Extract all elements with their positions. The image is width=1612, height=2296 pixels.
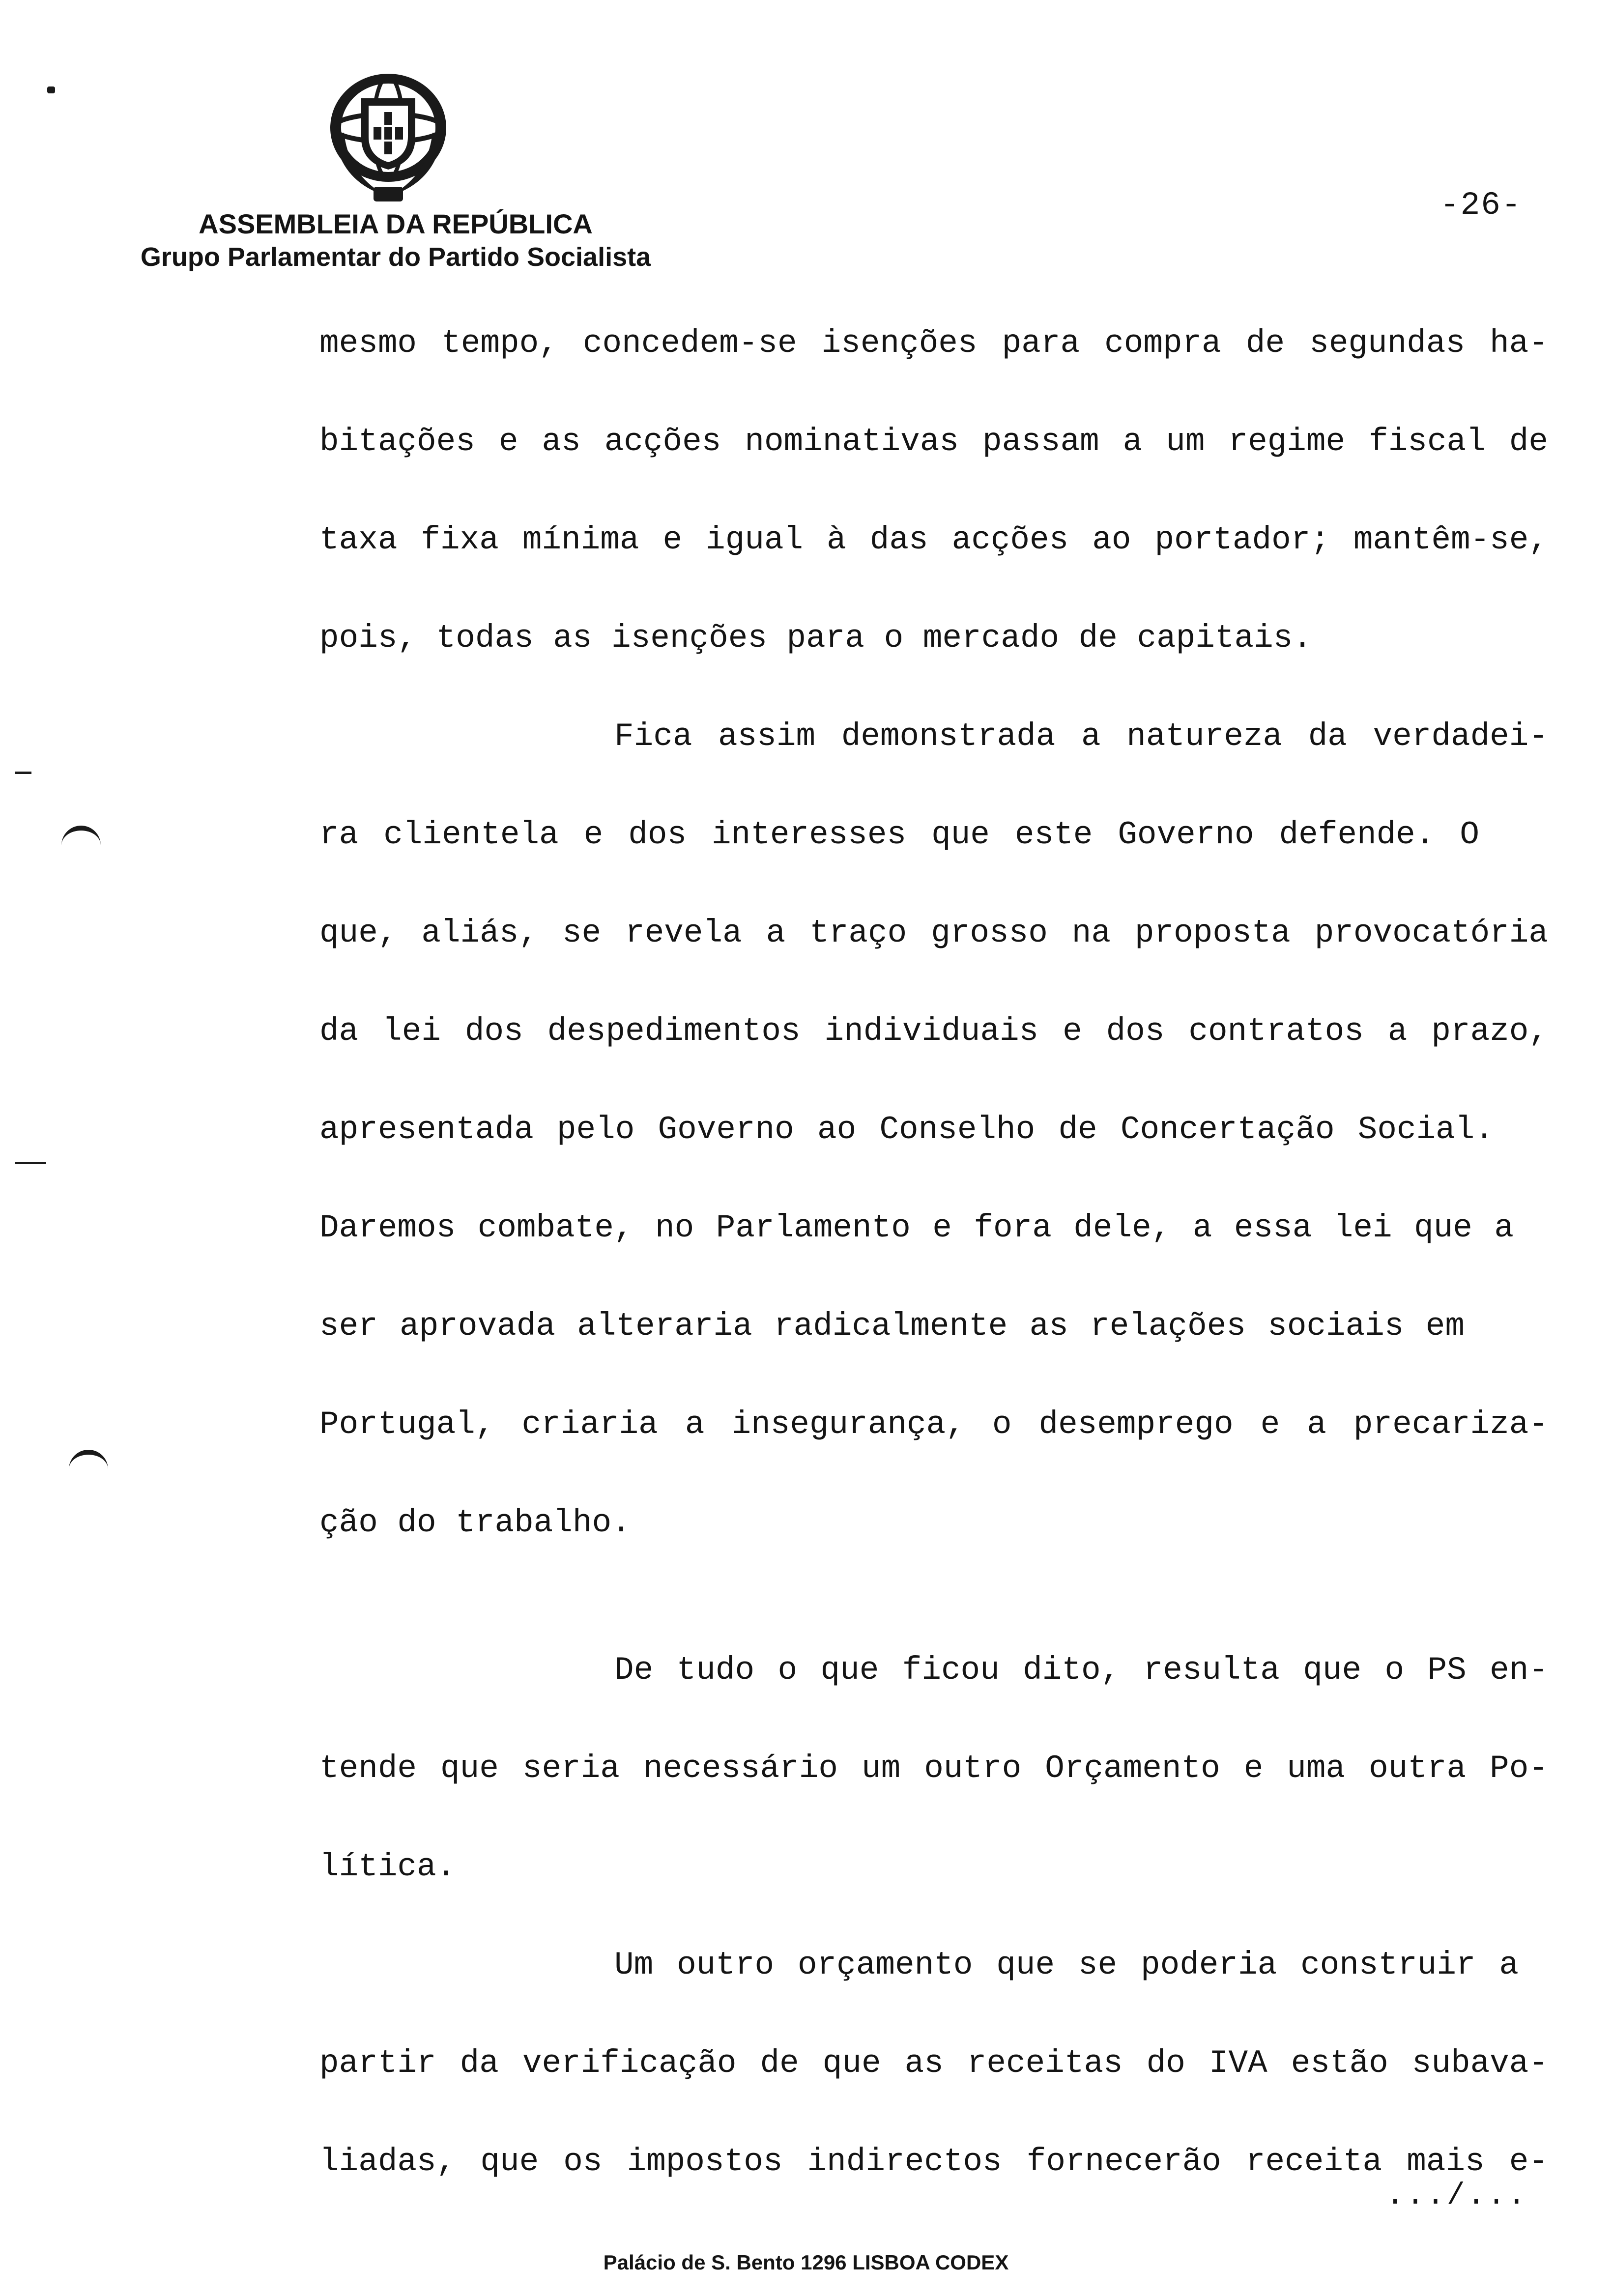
text-line: ra clientela e dos interesses que este Governo defende. O bbox=[319, 819, 1479, 853]
footer-address: Palácio de S. Bento 1296 LISBOA CODEX bbox=[603, 2251, 1009, 2274]
text-line: tende que seria necessário um outro Orçamento e uma outra Po- bbox=[319, 1752, 1548, 1787]
page-number: -26- bbox=[1440, 187, 1522, 224]
continuation-marker: .../... bbox=[1386, 2178, 1528, 2213]
parliamentary-group: Grupo Parlamentar do Partido Socialista bbox=[140, 242, 651, 272]
text-line: De tudo o que ficou dito, resulta que o PS en- bbox=[614, 1654, 1548, 1689]
text-line: Um outro orçamento que se poderia construir a bbox=[614, 1949, 1519, 1983]
text-line: liadas, que os impostos indirectos fornecerão receita mais e- bbox=[319, 2146, 1548, 2180]
text-line: que, aliás, se revela a traço grosso na proposta provocatória bbox=[319, 917, 1548, 951]
text-line: taxa fixa mínima e igual à das acções ao portador; mantêm-se, bbox=[319, 524, 1548, 558]
scan-mark bbox=[47, 86, 55, 93]
text-line: partir da verificação de que as receitas do IVA estão subava- bbox=[319, 2047, 1548, 2082]
scan-mark bbox=[15, 1162, 46, 1164]
text-line: Daremos combate, no Parlamento e fora dele, a essa lei que a bbox=[319, 1212, 1514, 1246]
header-organization bbox=[118, 210, 673, 270]
text-line: mesmo tempo, concedem-se isenções para compra de segundas ha- bbox=[319, 327, 1548, 362]
scan-mark bbox=[15, 772, 31, 774]
text-line: ser aprovada alteraria radicalmente as relações sociais em bbox=[319, 1310, 1465, 1345]
punch-hole-mark bbox=[61, 826, 101, 845]
organization-name: ASSEMBLEIA DA REPÚBLICA bbox=[199, 208, 593, 239]
text-line: pois, todas as isenções para o mercado de capitais. bbox=[319, 620, 1312, 657]
text-line: da lei dos despedimentos individuais e dos contratos a prazo, bbox=[319, 1015, 1548, 1050]
portuguese-coat-of-arms-icon bbox=[315, 69, 462, 206]
text-line: bitações e as acções nominativas passam a um regime fiscal de bbox=[319, 426, 1548, 460]
punch-hole-mark bbox=[69, 1450, 108, 1469]
text-line: ção do trabalho. bbox=[319, 1504, 631, 1541]
text-line: Fica assim demonstrada a natureza da verdadei- bbox=[614, 720, 1548, 755]
text-line: lítica. bbox=[319, 1848, 456, 1885]
text-line: Portugal, criaria a insegurança, o desemprego e a precariza- bbox=[319, 1408, 1548, 1443]
text-line: apresentada pelo Governo ao Conselho de Concertação Social. bbox=[319, 1114, 1494, 1148]
